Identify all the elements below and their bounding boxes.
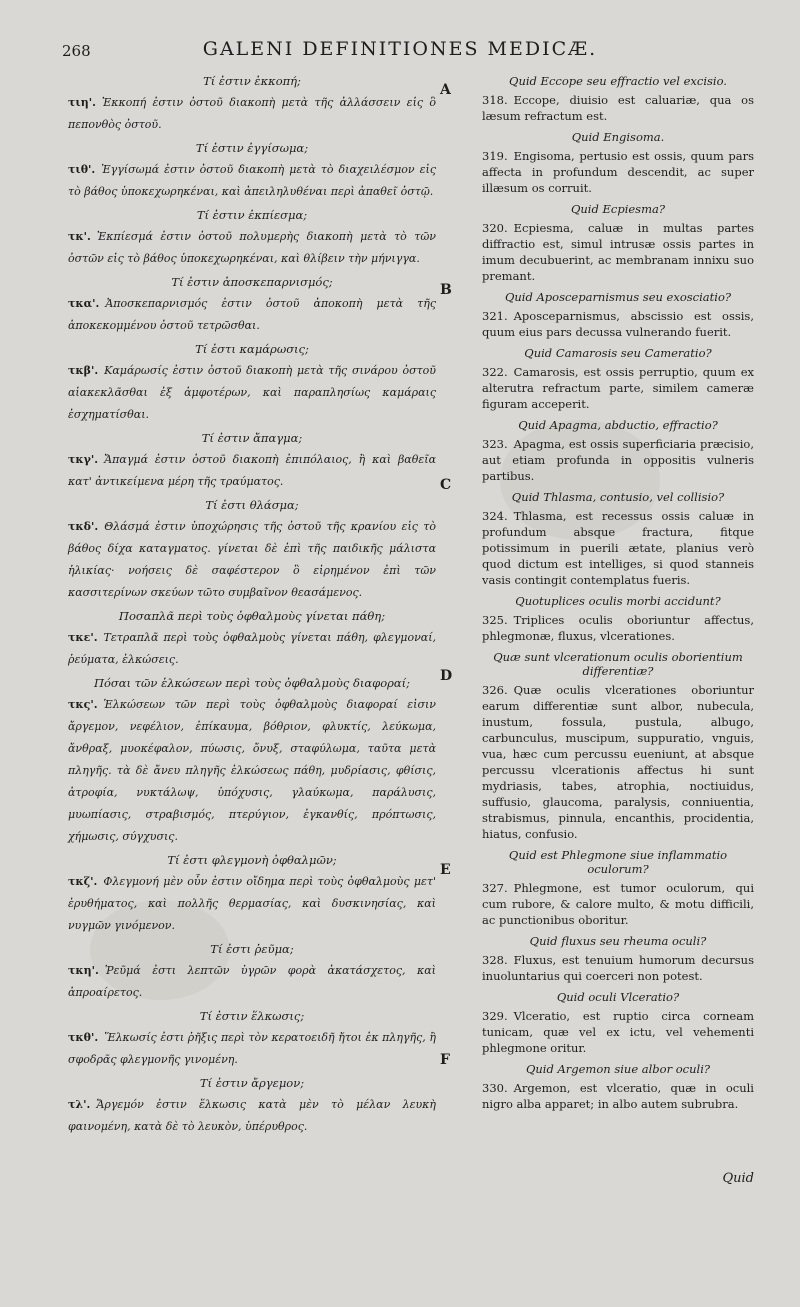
running-title: GALENI DEFINITIONES MEDICÆ.	[202, 38, 598, 60]
latin-definition-text: Ecpiesma, caluæ in multas partes diffractio est, simul intrusæ ossis partes in imum decubuerint, ac membranam innixu suo premant.	[482, 221, 754, 283]
latin-definition-number: 328.	[482, 953, 508, 967]
greek-definition	[68, 159, 436, 203]
greek-definition	[68, 1094, 436, 1138]
latin-definition-text: Argemon, est vlceratio, quæ in oculi nigro alba apparet; in albo autem subrubra.	[482, 1081, 754, 1111]
greek-definition-number: τκγ'.	[68, 453, 99, 466]
latin-definition-text: Phlegmone, est tumor oculorum, qui cum rubore, & calore multo, & motu difficili, ac punctionibus oboritur.	[482, 881, 754, 927]
latin-question: Quæ sunt vlcerationum oculis oborientium differentiæ?	[493, 650, 743, 678]
greek-definition-number: τκζ'.	[68, 875, 98, 888]
latin-question: Quid Aposceparnismus seu exosciatio?	[504, 290, 732, 304]
greek-question: Τί ἐστιν ἄπαγμα;	[201, 431, 303, 445]
greek-definition-number: τκα'.	[68, 297, 100, 310]
latin-question: Quid Ecpiesma?	[570, 202, 666, 216]
latin-column	[482, 74, 754, 1118]
catchword: Quid	[722, 1171, 754, 1186]
greek-definition	[68, 92, 436, 136]
margin-marker-d: D	[440, 668, 453, 684]
greek-definition-number: τκθ'.	[68, 1031, 99, 1044]
latin-question: Quid Engisoma.	[571, 130, 665, 144]
latin-definition	[482, 952, 754, 984]
latin-definition-number: 323.	[482, 437, 508, 451]
latin-question: Quotuplices oculis morbi accidunt?	[515, 594, 721, 608]
latin-definition-number: 329.	[482, 1009, 508, 1023]
greek-question: Τί ἐστιν ἄργεμον;	[199, 1076, 305, 1090]
greek-question: Τί ἐστιν ἐκκοπή;	[203, 74, 301, 88]
latin-definition	[482, 880, 754, 928]
latin-definition	[482, 1080, 754, 1112]
greek-definition-text: Ἄπαγμά ἐστιν ὀστοῦ διακοπὴ ἐπιπόλαιος, ἢ καὶ βαθεῖα κατ' ἀντικείμενα μέρη τῆς τραύματος.	[68, 453, 436, 488]
greek-definition-text: Ἐκπίεσμά ἐστιν ὀστοῦ πολυμερὴς διακοπὴ μετὰ τὸ τῶν ὀστῶν εἰς τὸ βάθος ὑποκεχωρηκέναι, καὶ θλίβειν τὴν μήνιγγα.	[68, 230, 436, 265]
latin-definition-text: Triplices oculis oboriuntur affectus, phlegmonæ, fluxus, vlcerationes.	[482, 613, 754, 643]
greek-definition	[68, 694, 436, 848]
latin-definition-number: 318.	[482, 93, 508, 107]
latin-question: Quid Argemon siue albor oculi?	[525, 1062, 711, 1076]
latin-definition	[482, 682, 754, 842]
latin-definition	[482, 508, 754, 588]
greek-question: Τί ἐστιν ἀποσκεπαρνισμός;	[171, 275, 333, 289]
greek-question: Τί ἐστιν ἐκπίεσμα;	[196, 208, 308, 222]
margin-marker-a: A	[440, 82, 451, 98]
latin-definition	[482, 308, 754, 340]
greek-question: Τί ἐστι φλεγμονὴ ὀφθαλμῶν;	[167, 853, 337, 867]
greek-definition-number: τκδ'.	[68, 520, 99, 533]
latin-question: Quid Thlasma, contusio, vel collisio?	[511, 490, 725, 504]
latin-definition	[482, 148, 754, 196]
latin-question: Quid Camarosis seu Cameratio?	[524, 346, 712, 360]
greek-definition	[68, 627, 436, 671]
latin-definition-number: 330.	[482, 1081, 508, 1095]
greek-definition-text: Φλεγμονή μὲν οὖν ἐστιν οἴδημα περὶ τοὺς ὀφθαλμοὺς μετ' ἐρυθήματος, καὶ πολλῆς θερμασίας, καὶ δυσκινησίας, καὶ νυγμῶν γινόμενον.	[68, 875, 436, 932]
latin-definition-number: 319.	[482, 149, 508, 163]
latin-definition-text: Aposceparnismus, abscissio est ossis, quum eius pars decussa vulnerando fuerit.	[482, 309, 754, 339]
greek-definition-number: τκ'.	[68, 230, 91, 243]
greek-question: Τί ἐστιν ἐγγίσωμα;	[195, 141, 309, 155]
greek-question: Τί ἐστι καμάρωσις;	[195, 342, 309, 356]
greek-question: Ποσαπλᾶ περὶ τοὺς ὀφθαλμοὺς γίνεται πάθη;	[118, 609, 386, 623]
greek-definition-number: τκβ'.	[68, 364, 99, 377]
greek-definition-text: Ἐκκοπή ἐστιν ὀστοῦ διακοπὴ μετὰ τῆς ἀλλάσσειν εἰς ὃ πεπονθὸς ὀστοῦ.	[68, 96, 436, 131]
latin-definition-text: Apagma, est ossis superficiaria præcisio, aut etiam profunda in oppositis vulneris partibus.	[482, 437, 754, 483]
latin-question: Quid Apagma, abductio, effractio?	[518, 418, 718, 432]
greek-definition-text: Ἕλκωσίς ἐστι ῥῆξις περὶ τὸν κερατοειδῆ ἤτοι ἐκ πληγῆς, ἢ σφοδρᾶς φλεγμονῆς γινομένη.	[68, 1031, 436, 1066]
page-number: 268	[62, 42, 91, 60]
latin-definition-number: 322.	[482, 365, 508, 379]
greek-definition-text: Ἀποσκεπαρνισμός ἐστιν ὀστοῦ ἀποκοπὴ μετὰ τῆς ἀποκεκομμένου ὀστοῦ τετρῶσθαι.	[68, 297, 436, 332]
greek-definition-number: τκς'.	[68, 698, 98, 711]
margin-marker-c: C	[440, 477, 452, 493]
greek-definition-text: Ἑλκώσεων τῶν περὶ τοὺς ὀφθαλμοὺς διαφοραί εἰσιν ἄργεμον, νεφέλιον, ἐπίκαυμα, βόθριον, φλυκτίς, λεύκωμα, ἄνθραξ, μυοκέφαλον, πύωσις, ὄνυξ, σταφύλωμα, ταῦτα μετὰ πληγῆς. τὰ δὲ ἄνευ πληγῆς ἑλκώσεως πάθη, μυδρίασις, φθίσις, ἀτροφία, νυκτάλωψ, ὑπόχυσις, γλαύκωμα, παράλυσις, μυωπίασις, στραβισμός, πτερύγιον, ἐγκανθίς, πρόπτωσις, χήμωσις, σύγχυσις.	[68, 698, 436, 843]
latin-definition	[482, 92, 754, 124]
greek-definition-number: τλ'.	[68, 1098, 91, 1111]
greek-definition	[68, 960, 436, 1004]
latin-definition	[482, 612, 754, 644]
greek-definition	[68, 293, 436, 337]
greek-definition-text: Τετραπλᾶ περὶ τοὺς ὀφθαλμοὺς γίνεται πάθη, φλεγμοναί, ῥεύματα, ἑλκώσεις.	[68, 631, 436, 666]
greek-definition-number: τκε'.	[68, 631, 98, 644]
latin-question: Quid Eccope seu effractio vel excisio.	[509, 74, 727, 88]
latin-definition-number: 327.	[482, 881, 508, 895]
greek-definition-number: τιη'.	[68, 96, 96, 109]
greek-definition	[68, 1027, 436, 1071]
page-header	[0, 38, 800, 68]
margin-marker-e: E	[440, 862, 451, 878]
latin-definition	[482, 436, 754, 484]
latin-definition-text: Camarosis, est ossis perruptio, quum ex alterutra refractum parte, similem cameræ figuram acceperit.	[482, 365, 754, 411]
latin-definition	[482, 1008, 754, 1056]
greek-column	[68, 74, 436, 1143]
margin-marker-b: B	[440, 282, 452, 298]
greek-definition	[68, 226, 436, 270]
latin-definition-text: Eccope, diuisio est caluariæ, qua os læsum refractum est.	[482, 93, 754, 123]
greek-question: Τί ἐστιν ἕλκωσις;	[199, 1009, 305, 1023]
margin-marker-f: F	[440, 1052, 450, 1068]
greek-question: Τί ἐστι θλάσμα;	[205, 498, 299, 512]
latin-definition-text: Vlceratio, est ruptio circa corneam tunicam, quæ vel ex ictu, vel vehementi phlegmone oritur.	[482, 1009, 754, 1055]
latin-definition-text: Thlasma, est recessus ossis caluæ in profundum absque fractura, fitque potissimum in puerili ætate, planius verò quod dictum est intelliges, si quod stanneis vasis contingit contemplatus fueris.	[482, 509, 754, 587]
latin-definition-number: 321.	[482, 309, 508, 323]
greek-definition-text: Ἐγγίσωμά ἐστιν ὀστοῦ διακοπὴ μετὰ τὸ διαχειλέσμον εἰς τὸ βάθος ὑποκεχωρηκέναι, καὶ ἀπειληλυθέναι περὶ ἀπαθεῖ ὀστῷ.	[68, 163, 436, 198]
greek-question: Τί ἐστι ῥεῦμα;	[210, 942, 294, 956]
greek-definition-text: Θλάσμά ἐστιν ὑποχώρησις τῆς ὀστοῦ τῆς κρανίου εἰς τὸ βάθος δίχα καταγματος. γίνεται δὲ ἐπὶ τῆς παιδικῆς μάλιστα ἡλικίας· νοήσεις δὲ σαφέστερον ὃ εἰρημένον ἐπὶ τῶν κασσιτερίνων σκεύων τῶτο συμβαῖνον θεασάμενος.	[68, 520, 436, 599]
latin-definition-text: Engisoma, pertusio est ossis, quum pars affecta in profundum descendit, ac super illæsum os corruit.	[482, 149, 754, 195]
greek-definition-text: Ῥεῦμά ἐστι λεπτῶν ὑγρῶν φορὰ ἀκατάσχετος, καὶ ἀπροαίρετος.	[68, 964, 436, 999]
latin-definition-number: 326.	[482, 683, 508, 697]
greek-definition-number: τκη'.	[68, 964, 99, 977]
greek-definition	[68, 360, 436, 426]
latin-definition-number: 324.	[482, 509, 508, 523]
greek-definition-number: τιθ'.	[68, 163, 96, 176]
latin-question: Quid fluxus seu rheuma oculi?	[529, 934, 707, 948]
latin-definition-text: Fluxus, est tenuium humorum decursus inuoluntarius qui coerceri non potest.	[482, 953, 754, 983]
latin-definition	[482, 364, 754, 412]
latin-definition-text: Quæ oculis vlcerationes oboriuntur earum differentiæ sunt albor, nubecula, inustum, fossula, pustula, albugo, carbunculus, muscipum, suppuratio, vnguis, vua, hæc cum percussu eueniunt, at absque percussu vlcerationis affectus hi sunt mydriasis, tabes, atrophia, noctiuidus, suffusio, glaucoma, paralysis, conniuentia, strabismus, pinnula, encanthis, procidentia, hiatus, confusio.	[482, 683, 754, 841]
greek-definition	[68, 449, 436, 493]
latin-definition-number: 320.	[482, 221, 508, 235]
greek-question: Πόσαι τῶν ἑλκώσεων περὶ τοὺς ὀφθαλμοὺς διαφοραί;	[93, 676, 411, 690]
latin-definition	[482, 220, 754, 284]
greek-definition-text: Καμάρωσίς ἐστιν ὀστοῦ διακοπὴ μετὰ τῆς σινάρου ὀστοῦ αἰακεκλᾶσθαι ἐξ ἀμφοτέρων, καὶ παραπλησίως καμάραις ἐσχηματίσθαι.	[68, 364, 436, 421]
latin-question: Quid oculi Vlceratio?	[556, 990, 680, 1004]
latin-question: Quid est Phlegmone siue inflammatio oculorum?	[508, 848, 728, 876]
latin-definition-number: 325.	[482, 613, 508, 627]
greek-definition	[68, 871, 436, 937]
greek-definition	[68, 516, 436, 604]
greek-definition-text: Ἄργεμόν ἐστιν ἕλκωσις κατὰ μὲν τὸ μέλαν λευκὴ φαινομένη, κατὰ δὲ τὸ λευκὸν, ὑπέρυθρος.	[68, 1098, 436, 1133]
